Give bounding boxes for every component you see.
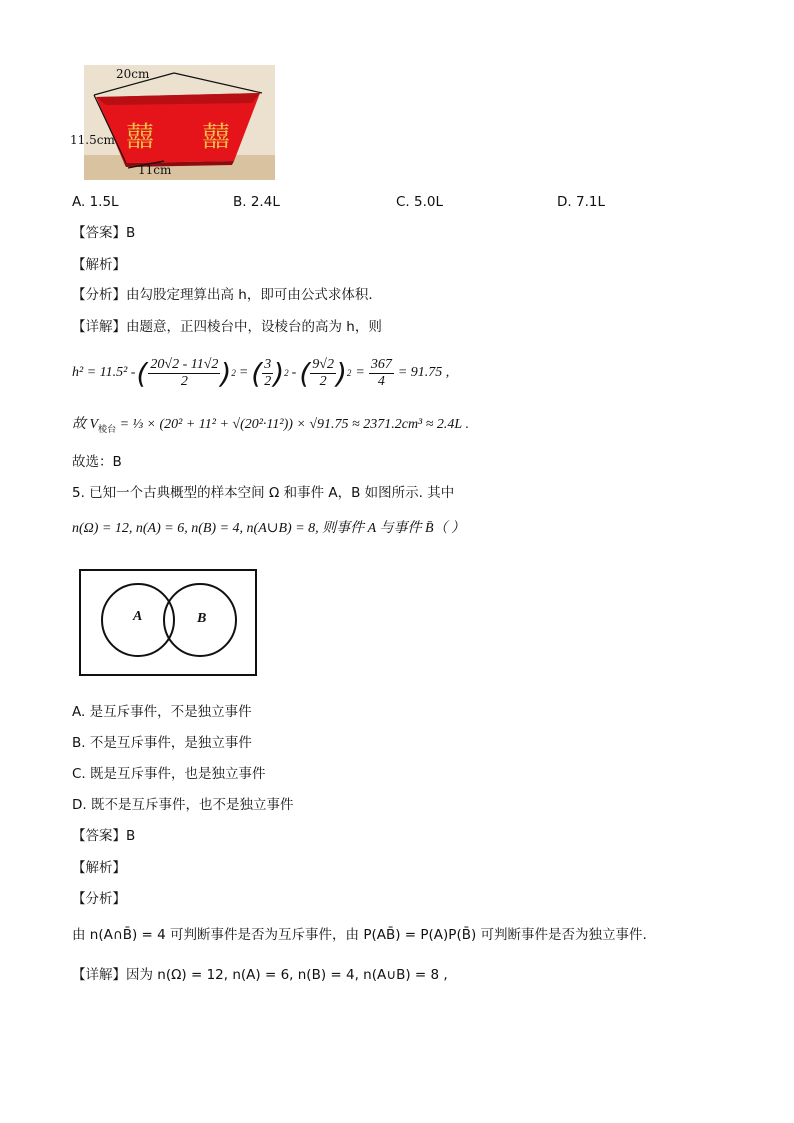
q4-answer xyxy=(72,224,135,242)
eq1-frac1-num: 20√2 - 11√2 xyxy=(150,356,219,372)
venn-label-a: A xyxy=(133,609,143,624)
bowl-height-label: 11.5cm xyxy=(70,133,115,147)
eq1-frac2-num: 3 xyxy=(264,356,272,372)
eq1-frac3-num: 9√2 xyxy=(312,356,334,372)
q4-fenxi xyxy=(72,286,373,304)
eq1-frac3 xyxy=(310,357,336,390)
bowl-figure xyxy=(84,65,275,180)
eq1-lhs: h² = 11.5² - xyxy=(72,365,136,380)
eq1-eq2: = xyxy=(238,365,249,380)
eq1-bracket-close: ) xyxy=(220,356,232,390)
q5-xiangjie xyxy=(72,966,448,984)
q5-xiangjie-tag: 【详解】 xyxy=(72,967,126,983)
eq1-frac4-num: 367 xyxy=(370,356,392,372)
eq1-frac4 xyxy=(369,357,394,390)
q4-fenxi-tag: 【分析】 xyxy=(72,287,126,303)
q4-xiangjie-text: 由题意，正四棱台中，设棱台的高为 h，则 xyxy=(126,319,382,335)
q5-option-d: D. 既不是互斥事件，也不是独立事件 xyxy=(72,797,294,813)
q5-stem-1: 5. 已知一个古典概型的样本空间 Ω 和事件 A，B 如图所示. 其中 xyxy=(72,485,455,501)
eq1-frac1-den: 2 xyxy=(180,373,188,389)
bowl-char-left: 囍 xyxy=(126,120,155,153)
q5-option-c: C. 既是互斥事件，也是独立事件 xyxy=(72,766,266,782)
q5-answer-tag: 【答案】 xyxy=(72,828,126,844)
q5-answer xyxy=(72,827,135,845)
q5-stem-2: n(Ω) = 12, n(A) = 6, n(B) = 4, n(A∪B) = 8, 则事件 A 与事件 B̄（ ） xyxy=(72,521,465,536)
eq2-sub: 棱台 xyxy=(98,424,117,435)
q5-option-b: B. 不是互斥事件，是独立事件 xyxy=(72,735,252,751)
q5-answer-value: B xyxy=(126,828,136,844)
eq1-frac2-den: 2 xyxy=(264,373,272,389)
venn-label-b: B xyxy=(197,611,207,626)
eq1-frac4-den: 4 xyxy=(377,373,385,389)
q4-choose: 故选：B xyxy=(72,454,122,470)
venn-sample-space xyxy=(80,570,256,675)
bowl-drawing xyxy=(84,65,275,180)
q4-xiangjie xyxy=(72,318,382,336)
bowl-bottom-label: 11cm xyxy=(138,163,172,177)
q4-fenxi-text: 由勾股定理算出高 h，即可由公式求体积. xyxy=(126,287,373,303)
eq1-frac2 xyxy=(262,357,273,390)
q5-xiangjie-text: 因为 n(Ω) = 12, n(A) = 6, n(B) = 4, n(A∪B) = 8 , xyxy=(126,967,448,983)
eq2-rest: = ⅓ × (20² + 11² + √(20²·11²)) × √91.75 ≈ 2371.2cm³ ≈ 2.4L . xyxy=(119,417,469,432)
q4-answer-value: B xyxy=(126,225,136,241)
q5-fenxi-text: 由 n(A∩B̄) = 4 可判断事件是否为互斥事件，由 P(AB̄) = P(A)P(B̄) 可判断事件是否为独立事件. xyxy=(72,927,647,943)
eq1-bracket-open: ( xyxy=(136,356,148,390)
eq2-prefix: 故 V xyxy=(72,417,99,432)
eq1-result: = 91.75 , xyxy=(397,365,450,380)
q4-xiangjie-tag: 【详解】 xyxy=(72,319,126,335)
q4-option-a: A. 1.5L xyxy=(72,194,119,210)
q4-answer-tag: 【答案】 xyxy=(72,225,126,241)
bowl-char-right: 囍 xyxy=(202,120,231,153)
q5-fenxi: 【分析】 xyxy=(72,891,126,907)
eq1-frac1 xyxy=(148,357,220,390)
eq1-minus: - xyxy=(291,365,297,380)
bowl-top-label: 20cm xyxy=(116,67,150,81)
q5-option-a: A. 是互斥事件，不是独立事件 xyxy=(72,704,252,720)
eq1-frac3-den: 2 xyxy=(319,373,327,389)
q4-equation-2 xyxy=(72,413,469,435)
q4-option-c: C. 5.0L xyxy=(396,194,443,210)
q4-option-b: B. 2.4L xyxy=(233,194,280,210)
venn-diagram xyxy=(78,568,260,678)
q4-jiexi: 【解析】 xyxy=(72,257,126,273)
q4-equation-1: h² = 11.5² - ( $\frac{20√2 - 11√2}{2}$ ) 2 = ( $\frac{3}{2}$ ) 2 - ( $\frac{9√2}{2}$ ) 2 = $\frac{367}{4}$ = 91.75 , xyxy=(72,356,450,390)
q5-jiexi: 【解析】 xyxy=(72,860,126,876)
q4-option-d: D. 7.1L xyxy=(557,194,605,210)
